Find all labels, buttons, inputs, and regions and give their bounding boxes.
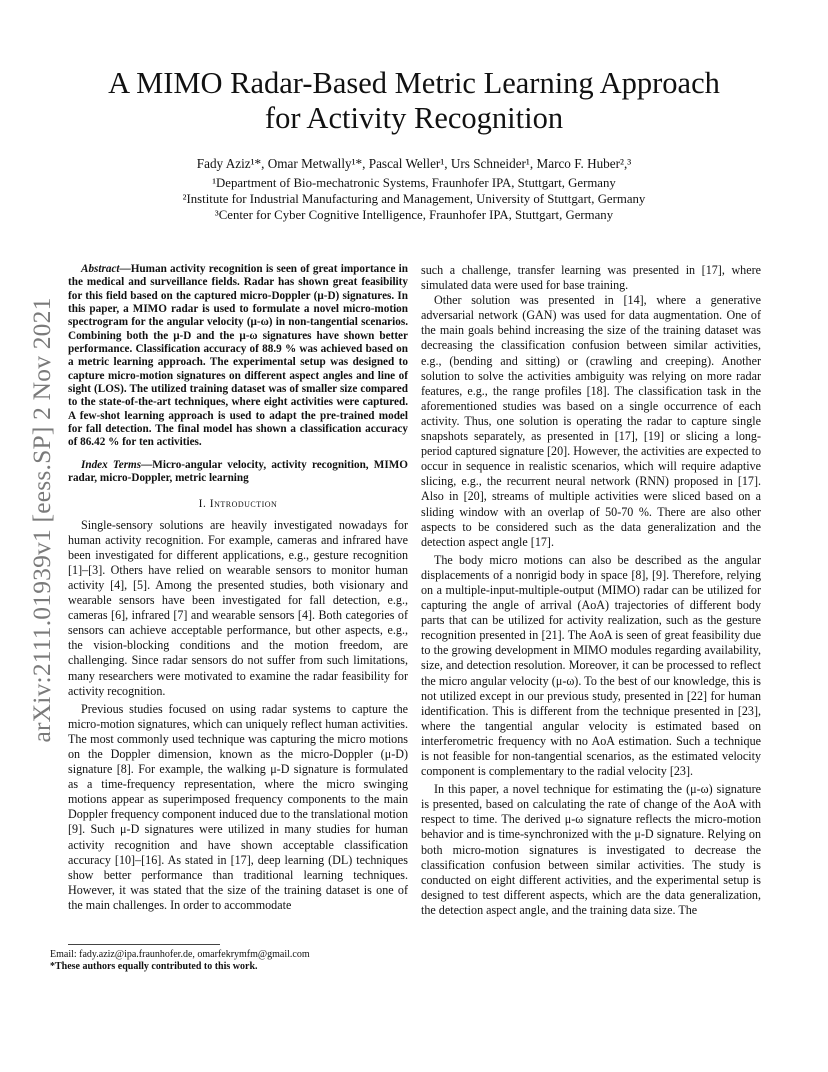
paragraph-continued: such a challenge, transfer learning was presented in [17], where simulated data were used for base training. [421, 263, 761, 293]
affiliation-2: ²Institute for Industrial Manufacturing and Management, University of Stuttgart, Germany [182, 192, 646, 206]
author-list: Fady Aziz¹*, Omar Metwally¹*, Pascal Weller¹, Urs Schneider¹, Marco F. Huber²,³ [196, 156, 632, 171]
abstract-lead: Abstract [81, 263, 120, 275]
paragraph: Other solution was presented in [14], where a generative adversarial network (GAN) was used for data augmentation. One of the main goals behind increasing the size of the training dataset was decreasing the classification confusion between similar activities, e.g., (bending and sitting) or (crawling and creeping). Another solution to solve the activities ambiguity was relying on more radar features, e.g., the range profiles [18]. The classification task in the aforementioned studies was based on a single occurrence of each activity. Thus, one solution is operating the radar to capture single snapshots separately, as presented in [17], [19] or slicing a long-period captured signature [20]. However, the activities are expected to occur in sequence in realistic scenarios, which will require adaptive slicing, e.g., the recurrent neural network (RNN) proposed in [17]. Also in [20], streams of multiple activities were sliced based on a sliding window with an overlap of 50-70 %. There are also other aspects to be considered such as the data generalization and the detection aspect angle [17]. [421, 293, 761, 549]
section-heading-introduction [68, 497, 408, 512]
paragraph: The body micro motions can also be described as the angular displacements of a nonrigid body in space [8], [9]. Therefore, relying on a multiple-input-multiple-output (MIMO) radar can be utilized for capturing the angle of arrival (AoA) trajectories of different body parts that can be utilized for activity realization, such as the gesture recognition presented in [21]. The AoA is seen of great feasibility due to the growing development in MIMO modules regarding availability, size, and detection resolution. Moreover, it can be processed to reflect the micro angular velocity (μ-ω). To the best of our knowledge, this is not utilized except in our previous study, presented in [22] for human identification. This is different from the technique presented in [23], where the tangential angular velocity is estimated based on interferometric frequency with no AoA estimation. Such a technique is not feasible for non-tangential scenarios, as the estimated velocity component is complementary to the radial velocity [23]. [421, 552, 761, 779]
title-line-2: for Activity Recognition [264, 101, 564, 135]
paper-title [60, 66, 768, 136]
index-terms-lead: Index Terms [81, 458, 142, 471]
paragraph: Previous studies focused on using radar systems to capture the micro-motion signatures, which can uniquely reflect human activities. The most commonly used technique was capturing the micro motions on the Doppler dimension, known as the micro-Doppler (μ-D) signature [8]. For example, the walking μ-D signature is formulated as a time-frequency representation, where the micro swinging motions appear as superimposed frequency components to the main Doppler frequency component induced due to the translational motion [9]. Such μ-D signatures were utilized in many studies for human activity recognition and have shown acceptable classification accuracy [10]–[16]. As stated in [17], deep learning (DL) techniques show better performance than traditional learning techniques. However, it was stated that the size of the training dataset is one of the main challenges. In order to accommodate [68, 701, 408, 912]
index-terms-text: —Micro-angular velocity, activity recognition, MIMO radar, micro-Doppler, metric learning [68, 458, 408, 485]
affiliation-3: ³Center for Cyber Cognitive Intelligence, Fraunhofer IPA, Stuttgart, Germany [214, 208, 614, 222]
section-numeral: I. [198, 497, 210, 510]
paragraph: Single-sensory solutions are heavily investigated nowadays for human activity recognition. For example, cameras and infrared have been investigated for different applications, e.g., gesture recognition [1]–[3]. Others have relied on wearable sensors to monitor human activity [4], [5]. Among the presented studies, both visionary and wearable sensors have been investigated for fall detection, e.g., cameras [6], infrared [7] and wearable sensors [4]. Both categories of sensors can achieve acceptable performance, but other aspects, e.g., the vision-blocking conditions and the motion freedom, are challenging. Since radar sensors do not suffer from such limitations, many researchers were motivated to examine the radar feasibility for activity recognition. [68, 517, 408, 698]
abstract-text: —Human activity recognition is seen of great importance in the medical and surveillance fields. Radar has shown great feasibility for this field based on the captured micro-Doppler (μ-D) signatures. In this paper, a MIMO radar is used to formulate a novel micro-motion spectrogram for the angular velocity (μ-ω) in non-tangential scenarios. Combining both the μ-D and the μ-ω signatures have shown better performance. Classification accuracy of 88.9 % was achieved based on a metric learning approach. The experimental setup was designed to capture micro-motion signatures on different aspect angles and line of sight (LOS). The utilized training dataset was of smaller size compared to the state-of-the-art techniques, where eight activities were captured. A few-shot learning approach is used to adapt the pre-trained model for fall detection. The final model has shown a classification accuracy of 86.42 % for ten activities. [68, 263, 408, 449]
paragraph: In this paper, a novel technique for estimating the (μ-ω) signature is presented, based on calculating the rate of change of the AoA with respect to time. The derived μ-ω signature reflects the micro-motion behavior and is time-synchronized with the μ-D signature. Relying on both micro-motion signatures is investigated to decrease the classification confusion between similar activities. The study is conducted on eight different activities, and the experimental setup is designed to test different aspects, which are the data generalization, the detection aspect angle, and the training data size. The [421, 782, 761, 917]
footnote-rule [68, 944, 220, 945]
left-column [68, 263, 408, 913]
footnote-email: Email: fady.aziz@ipa.fraunhofer.de, omarfekrymfm@gmail.com [50, 949, 310, 960]
footnote-equal-contribution: *These authors equally contributed to this work. [50, 961, 258, 972]
arxiv-side-identifier [22, 280, 62, 760]
affiliation-1: ¹Department of Bio-mechatronic Systems, Fraunhofer IPA, Stuttgart, Germany [212, 176, 616, 190]
index-terms [68, 459, 408, 486]
right-column [421, 263, 761, 918]
section-name: Introduction [209, 497, 278, 510]
arxiv-identifier-text: arXiv:2111.01939v1 [eess.SP] 2 Nov 2021 [27, 297, 56, 743]
title-line-1: A MIMO Radar-Based Metric Learning Approach [108, 66, 720, 100]
footnote [50, 949, 410, 973]
abstract [68, 263, 408, 450]
